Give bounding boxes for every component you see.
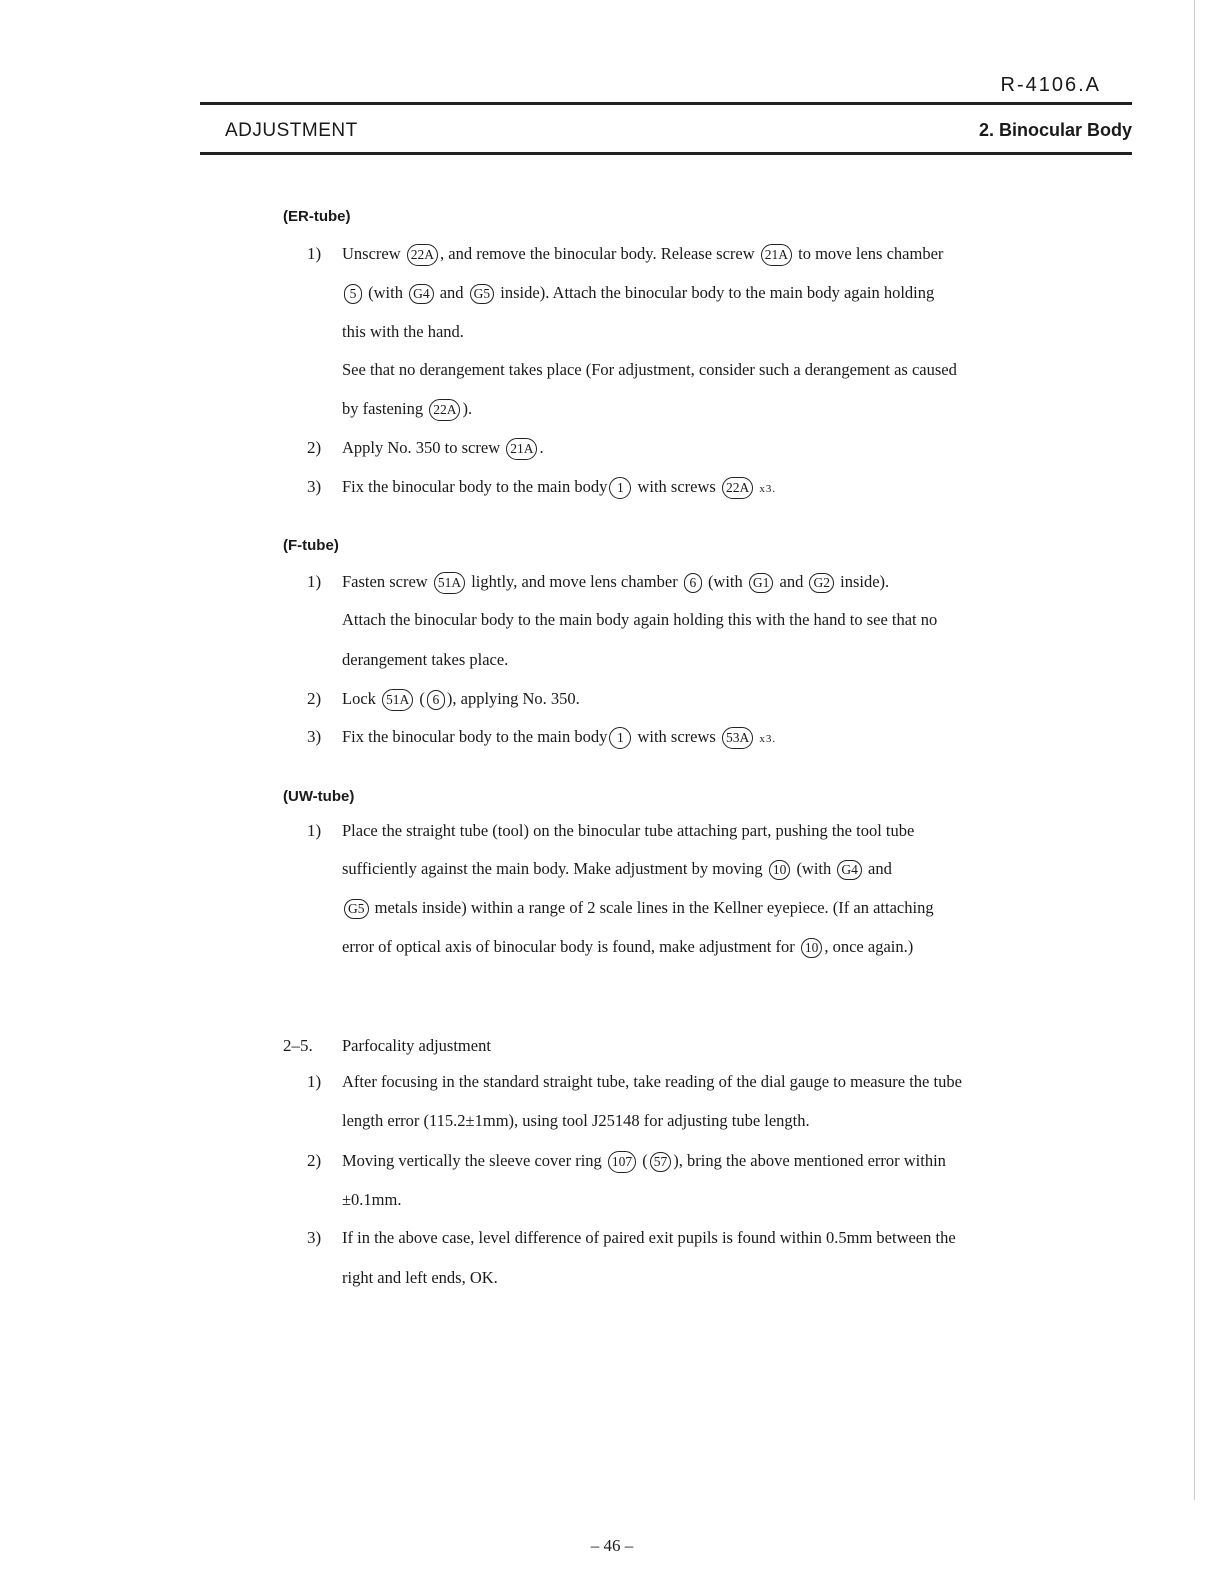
pf-step-1-line-2: length error (115.2±1mm), using tool J25148 for adjusting tube length.: [342, 1111, 810, 1130]
header-rule-bottom: [200, 152, 1132, 155]
chapter-title: 2. Binocular Body: [978, 120, 1132, 140]
part-callout: 21A: [761, 244, 792, 266]
pf-step-2-number: 2): [307, 1151, 322, 1170]
f-step-3-number: 3): [307, 727, 322, 746]
part-callout: 107: [608, 1151, 636, 1173]
uw-tube-heading: (UW-tube): [283, 788, 355, 805]
document-number: R-4106.A: [1000, 74, 1101, 96]
er-step-1-line-4: See that no derangement takes place (For adjustment, consider such a derangement as caused: [342, 360, 957, 379]
part-callout: 53A: [722, 727, 753, 749]
part-callout: 10: [769, 860, 791, 880]
f-step-3: Fix the binocular body to the main body 1 with screws 53A x3.: [342, 727, 776, 749]
pf-step-2-line-2: ±0.1mm.: [342, 1190, 402, 1209]
er-step-3-number: 3): [307, 477, 322, 496]
uw-step-1-line-1: Place the straight tube (tool) on the binocular tube attaching part, pushing the tool tube: [342, 821, 915, 840]
part-callout: G5: [470, 284, 495, 304]
part-callout: G4: [837, 860, 862, 880]
part-callout: G1: [749, 573, 774, 593]
part-callout: G5: [344, 899, 369, 919]
uw-step-1-line-3: G5 metals inside) within a range of 2 scale lines in the Kellner eyepiece. (If an attaching: [342, 898, 934, 919]
part-callout: 5: [344, 284, 362, 304]
f-step-2-number: 2): [307, 689, 322, 708]
er-step-2: Apply No. 350 to screw 21A .: [342, 438, 544, 460]
er-step-1-number: 1): [307, 244, 322, 263]
uw-step-1-number: 1): [307, 821, 322, 840]
part-callout: 6: [427, 690, 445, 710]
pf-step-2-line-1: Moving vertically the sleeve cover ring 107 ( 57 ), bring the above mentioned error within: [342, 1151, 946, 1173]
er-step-1-line-1: Unscrew 22A , and remove the binocular body. Release screw 21A to move lens chamber: [342, 244, 943, 266]
page-number: – 46 –: [590, 1536, 634, 1555]
f-step-1-number: 1): [307, 572, 322, 591]
part-callout: G4: [409, 284, 434, 304]
f-tube-heading: (F-tube): [283, 537, 339, 554]
part-callout: 1: [609, 727, 631, 749]
er-tube-heading: (ER-tube): [283, 208, 351, 225]
f-step-1-line-3: derangement takes place.: [342, 650, 509, 669]
er-step-1-line-2: 5 (with G4 and G5 inside). Attach the binocular body to the main body again holding: [342, 283, 934, 304]
section-number: 2–5.: [283, 1036, 313, 1055]
uw-step-1-line-4: error of optical axis of binocular body is found, make adjustment for 10 , once again.): [342, 937, 913, 958]
part-callout: 6: [684, 573, 702, 593]
part-callout: G2: [809, 573, 834, 593]
er-step-2-number: 2): [307, 438, 322, 457]
part-callout: 22A: [722, 477, 753, 499]
part-callout: 51A: [434, 572, 465, 594]
pf-step-3-number: 3): [307, 1228, 322, 1247]
f-step-2: Lock 51A ( 6 ), applying No. 350.: [342, 689, 580, 711]
er-step-3: Fix the binocular body to the main body 1 with screws 22A x3.: [342, 477, 776, 499]
parfocality-heading: Parfocality adjustment: [342, 1036, 491, 1055]
page-edge-line: [1194, 0, 1195, 1500]
part-callout: 22A: [429, 399, 460, 421]
uw-step-1-line-2: sufficiently against the main body. Make adjustment by moving 10 (with G4 and: [342, 859, 892, 880]
pf-step-1-line-1: After focusing in the standard straight tube, take reading of the dial gauge to measure the tube: [342, 1072, 962, 1091]
part-callout: 57: [650, 1152, 672, 1172]
f-step-1-line-1: Fasten screw 51A lightly, and move lens chamber 6 (with G1 and G2 inside).: [342, 572, 889, 594]
pf-step-3-line-1: If in the above case, level difference of paired exit pupils is found within 0.5mm between the: [342, 1228, 956, 1247]
pf-step-3-line-2: right and left ends, OK.: [342, 1268, 498, 1287]
part-callout: 22A: [407, 244, 438, 266]
part-callout: 10: [801, 938, 823, 958]
part-callout: 21A: [506, 438, 537, 460]
section-title: ADJUSTMENT: [225, 120, 358, 141]
f-step-1-line-2: Attach the binocular body to the main body again holding this with the hand to see that no: [342, 610, 938, 629]
er-step-1-line-5: by fastening 22A ).: [342, 399, 472, 421]
pf-step-1-number: 1): [307, 1072, 322, 1091]
er-step-1-line-3: this with the hand.: [342, 322, 464, 341]
part-callout: 51A: [382, 689, 413, 711]
header-rule-top: [200, 102, 1132, 105]
part-callout: 1: [609, 477, 631, 499]
